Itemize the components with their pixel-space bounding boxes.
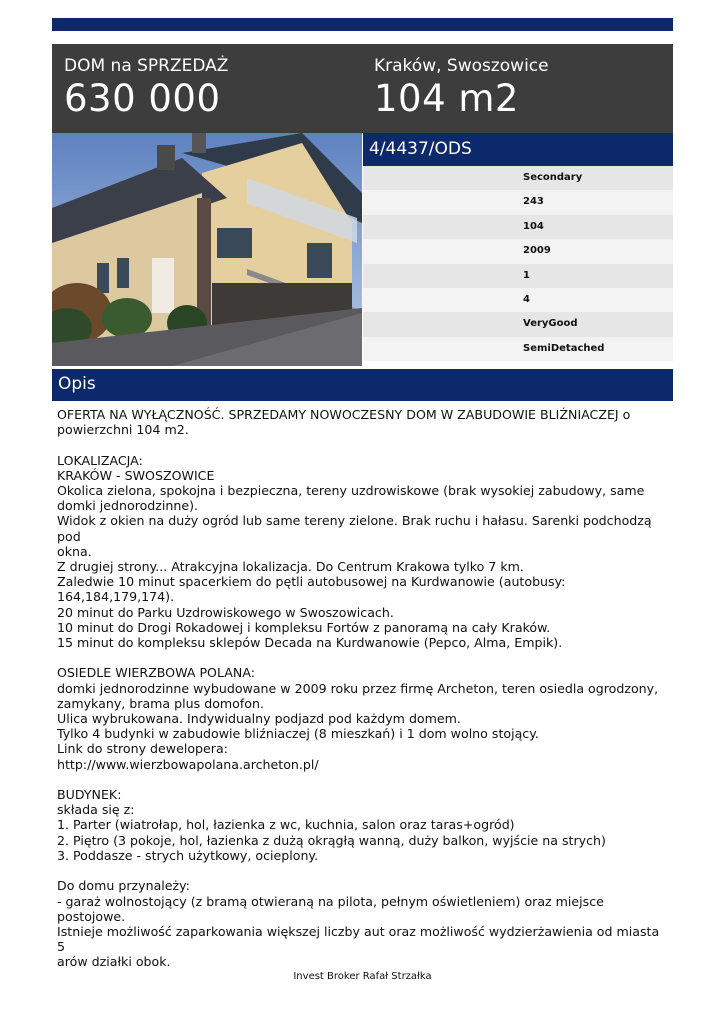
header-left bbox=[64, 56, 228, 120]
reference-bar bbox=[363, 133, 673, 166]
param-value: 2009 bbox=[523, 245, 551, 257]
param-row bbox=[363, 312, 673, 336]
description-heading-bar bbox=[52, 369, 673, 401]
area: 104 m2 bbox=[374, 77, 519, 120]
footer-agency: Invest Broker Rafał Strzałka bbox=[293, 971, 432, 982]
parameters-table bbox=[363, 166, 673, 361]
param-value: 104 bbox=[523, 220, 544, 232]
property-photo bbox=[52, 133, 362, 366]
house-photo-illustration bbox=[52, 133, 362, 366]
description-heading: Opis bbox=[58, 374, 96, 394]
property-type: DOM na SPRZEDAŻ bbox=[64, 56, 229, 76]
param-row bbox=[363, 239, 673, 263]
location: Kraków, Swoszowice bbox=[374, 56, 549, 76]
param-value: Secondary bbox=[523, 172, 583, 183]
param-row bbox=[363, 215, 673, 239]
description-text: OFERTA NA WYŁĄCZNOŚĆ. SPRZEDAMY NOWOCZESNY DOM W ZABUDOWIE BLIŹNIACZEJ o powierzchni 104 m2. LOKALIZACJA: KRAKÓW - SWOSZOWICE Okolica zielona, spokojna i bezpieczna, tereny uzdrowiskowe (brak wysokiej zabudowy, same domki jednorodzinne). Widok z okien na duży ogród lub same tereny zielone. Brak ruchu i hałasu. Sarenki podchodzą pod okna. Z drugiej strony... Atrakcyjna lokalizacja. Do Centrum Krakowa tylko 7 km. Zaledwie 10 minut spacerkiem do pętli autobusowej na Kurdwanowie (autobusy: 164,184,179,174). 20 minut do Parku Uzdrowiskowego w Swoszowicach. 10 minut do Drogi Rokadowej i kompleksu Fortów z panoramą na cały Kraków. 15 minut do kompleksu sklepów Decada na Kurdwanowie (Pepco, Alma, Empik). OSIEDLE WIERZBOWA POLANA: domki jednorodzinne wybudowane w 2009 roku przez firmę Archeton, teren osiedla ogrodzony, zamykany, brama plus domofon. Ulica wybrukowana. Indywidualny podjazd pod każdym domem. Tylko 4 budynki w zabudowie bliźniaczej (8 mieszkań) i 1 dom wolno stojący. Link do strony dewelopera: http://www.wierzbowapolana.archeton.pl/ BUDYNEK: składa się z: 1. Parter (wiatrołap, hol, łazienka z wc, kuchnia, salon oraz taras+ogród) 2. Piętro (3 pokoje, hol, łazienka z dużą okrągłą wanną, duży balkon, wyjście na strych) 3. Poddasze - strych użytkowy, ocieplony. Do domu przynależy: - garaż wolnostojący (z bramą otwieraną na pilota, pełnym oświetleniem) oraz miejsce postojowe. Istnieje możliwość zaparkowania większej liczby aut oraz możliwość wydzierżawienia od miasta 5 arów działki obok. bbox=[57, 407, 660, 970]
param-row bbox=[363, 166, 673, 190]
param-row bbox=[363, 264, 673, 288]
listing-header bbox=[52, 44, 673, 133]
top-accent-bar bbox=[52, 18, 673, 31]
param-value: 1 bbox=[523, 269, 530, 281]
param-value: SemiDetached bbox=[523, 342, 605, 354]
param-value: 243 bbox=[523, 196, 544, 208]
listing-reference: 4/4437/ODS bbox=[369, 139, 472, 159]
header-right bbox=[374, 56, 549, 120]
param-row bbox=[363, 337, 673, 361]
price: 630 000 bbox=[64, 77, 221, 120]
param-row bbox=[363, 288, 673, 312]
param-row bbox=[363, 190, 673, 214]
param-value: VeryGood bbox=[523, 318, 578, 330]
param-value: 4 bbox=[523, 293, 530, 305]
